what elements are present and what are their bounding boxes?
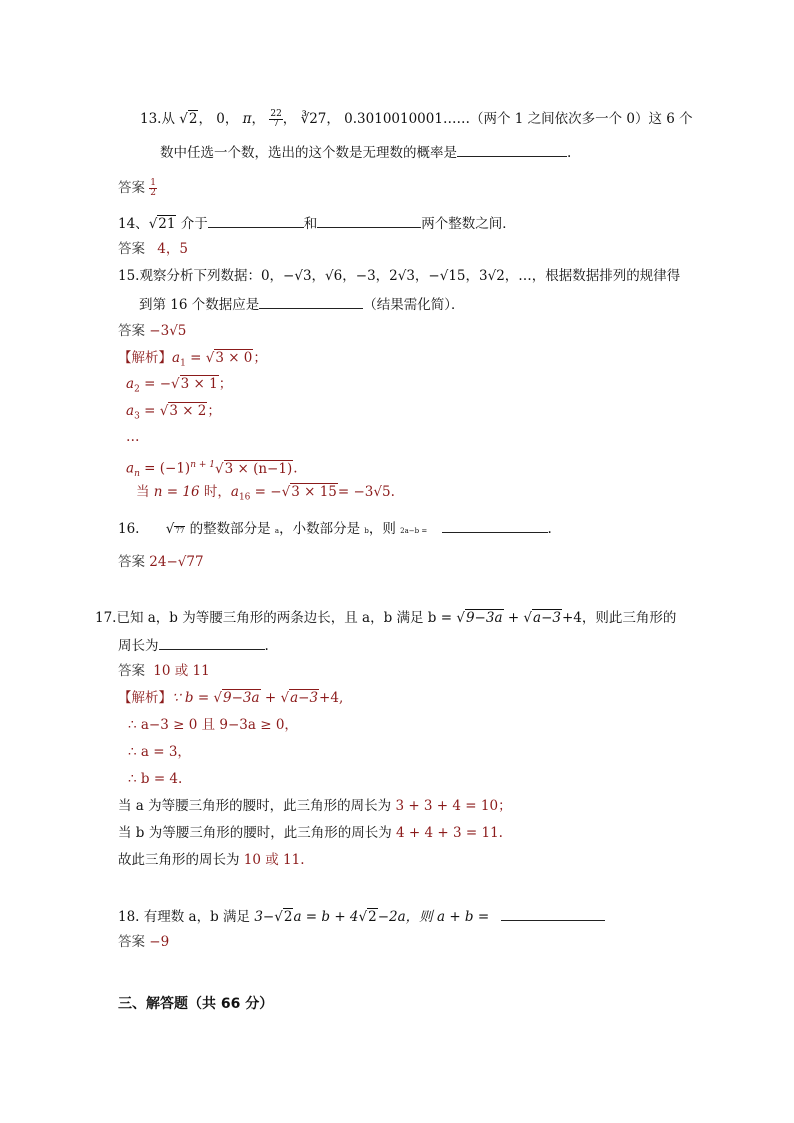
answer-label: 答案 [118,663,145,679]
answer-17 [118,661,210,681]
radical: √9−3a [213,690,260,706]
because: ∵ b = [172,690,210,706]
item-zero: 0 [216,111,225,127]
question-18 [118,906,605,927]
radical: √3 × 15 [281,484,337,500]
solution-15-line1: 【解析】$a_1 = √3 \times 0$； [118,350,267,369]
answer-value: −3√5 [149,323,187,339]
solution-17-line5 [118,796,512,816]
answer-fraction: $\frac{1}{2}$ [150,178,157,198]
question-16 [118,518,552,541]
q16-text: 的整数部分是 [189,521,271,537]
q17-text3: 周长为 [118,638,159,654]
var-a-small: a [274,527,280,535]
step-text: 当 b 为等腰三角形的腰时，此三角形的周长为 [118,825,392,841]
step: ∴ b = 4. [128,771,183,787]
radical: √a−3 [523,610,561,626]
answer-label: 答案 [118,241,145,257]
step: ∴ a = 3， [128,744,191,760]
solution-17-line1 [118,688,343,708]
var-a: a [126,460,135,477]
plus: + [507,610,520,626]
answer-14 [118,239,188,259]
section-title [118,994,273,1014]
answer-blank [159,635,265,650]
solution-15-line2: $a_2 = -√3 \times 1$； [126,376,233,395]
var-b-small: b [364,527,369,535]
q14-text2: 和 [303,216,318,232]
solution-15-last: 当 n = 16 时，$a_{16} = -√3 \times 15= -3√5$. [136,484,395,503]
answer-18 [118,932,169,952]
sqrt21: √21 [148,216,176,232]
paren-note: （两个 1 之间依次多一个 0）这 6 个 [469,111,693,127]
radical: √3 × 1 [171,376,218,392]
tail: +4, [319,690,344,706]
var-a: a [126,376,135,392]
answer-15 [118,321,186,341]
answer-blank [259,294,363,309]
q15-text: 15.观察分析下列数据：0，−√3，√6，−3，2√3，−√15，3√2，…，根据数据排列的规律得 [118,268,681,284]
var-a: a [126,403,135,419]
item-decimal: 0.3010010001…… [344,111,470,127]
question-17-line2 [118,635,269,656]
q15-note: （结果需化简）． [363,297,465,313]
answer-blank [501,906,605,921]
solution-17-line4 [128,769,182,789]
answer-blank [442,518,548,533]
radical: √3 × 0 [205,350,253,366]
var-a: a [230,484,239,500]
subscript: 16 [238,492,251,503]
solution-17-line3 [128,742,191,762]
when-text: 当 [136,484,150,500]
when-text2: 时， [203,484,231,500]
question-13-line2 [160,142,571,163]
question-17-line1 [95,608,676,628]
q17-end: . [264,638,269,654]
step-result: 3 + 3 + 4 = 10； [395,798,512,814]
question-number: 14、 [118,216,149,232]
q17-text2: +4，则此三角形的 [561,610,677,626]
answer-blank [317,213,421,228]
answer-label: 答案 [118,323,145,339]
q15-text2: 到第 16 个数据应是 [139,297,260,313]
plus: + [264,690,277,706]
analysis-label: 【解析】 [118,350,172,366]
answer-label: 答案 [118,180,145,196]
solution-15-line3: $a_3 = √3 \times 2$； [126,403,221,422]
solution-17-line7 [118,850,305,870]
answer-blank [208,213,304,228]
q14-end: 两个整数之间． [421,216,516,232]
answer-value: 10 或 11 [153,663,210,679]
answer-16 [118,552,204,572]
solution-15-dots [126,427,140,447]
expr: 3− [254,909,275,925]
q18-text: 18. 有理数 a，b 满足 [118,909,251,925]
radical: √a−3 [280,690,319,706]
ellipsis: … [126,429,140,445]
question-13-line1: 13.从 √2， 0， π， $\frac{22}{7}$ ， ∛27， 0.3010010001……（两个 1 之间依次多一个 0）这 6 个 [140,109,693,129]
subscript: 1 [180,358,186,369]
answer-value: −9 [149,934,170,950]
sqrt77: √77 [165,521,185,537]
answer-label: 答案 [118,554,145,570]
question-number: 16. [118,521,140,537]
step-result: 10 或 11. [243,852,305,868]
subscript: 2 [134,384,140,395]
q16-expr: 2a−b = [400,527,428,535]
superscript: n + 1 [190,460,215,470]
radical: √3 × 2 [159,403,207,419]
q16-end: . [547,521,552,537]
step-text: 当 a 为等腰三角形的腰时，此三角形的周长为 [118,798,392,814]
q13-text: 数中任选一个数，选出的这个数是无理数的概率是 [160,145,457,161]
q17-text: 17.已知 a，b 为等腰三角形的两条边长，且 a，b 满足 b = [95,610,453,626]
radical: √9−3a [456,610,503,626]
solution-15-general: $a_n = (-1)^{n + 1}√3 \times (n-1)$. [126,460,298,480]
radical: √2 [274,909,293,925]
q14-text: 介于 [180,216,208,232]
section-heading: 三、解答题（共 66 分） [118,996,274,1012]
fraction-22-7: $\frac{22}{7}$ [270,109,282,129]
answer-value: 24−√77 [149,554,204,570]
subscript: 3 [134,411,140,422]
sqrt2: √2 [179,111,198,127]
radical: √3 × (n−1) [215,460,293,477]
question-15-line2 [139,294,465,315]
condition: n = 16 [153,484,200,500]
solution-17-line6 [118,823,503,843]
solution-17-line2 [128,715,298,735]
question-number: 13.从 [140,111,175,127]
q13-end: . [567,145,572,161]
answer-value: 4，5 [157,241,188,257]
step-result: 4 + 4 + 3 = 11. [396,825,503,841]
answer-label: 答案 [118,934,145,950]
answer-13 [118,178,157,198]
subscript: n [134,469,140,480]
step-text: 故此三角形的周长为 [118,852,240,868]
question-15-line1 [118,266,680,286]
item-pi: π [242,111,252,127]
result: = −3√5. [337,484,395,500]
radical: √2 [358,909,377,925]
step: ∴ a−3 ≥ 0 且 9−3a ≥ 0， [128,717,298,733]
expr: −2a，则 [377,909,433,925]
analysis-label: 【解析】 [118,690,172,706]
question-14 [118,213,516,234]
answer-blank [457,142,567,157]
q16-text3: ，则 [368,521,396,537]
expr: a + b = [436,909,490,925]
var-a: a [172,350,181,366]
q16-text2: ，小数部分是 [279,521,361,537]
expr: a = b + 4 [293,909,359,925]
item-cuberoot: ∛27 [300,111,327,127]
